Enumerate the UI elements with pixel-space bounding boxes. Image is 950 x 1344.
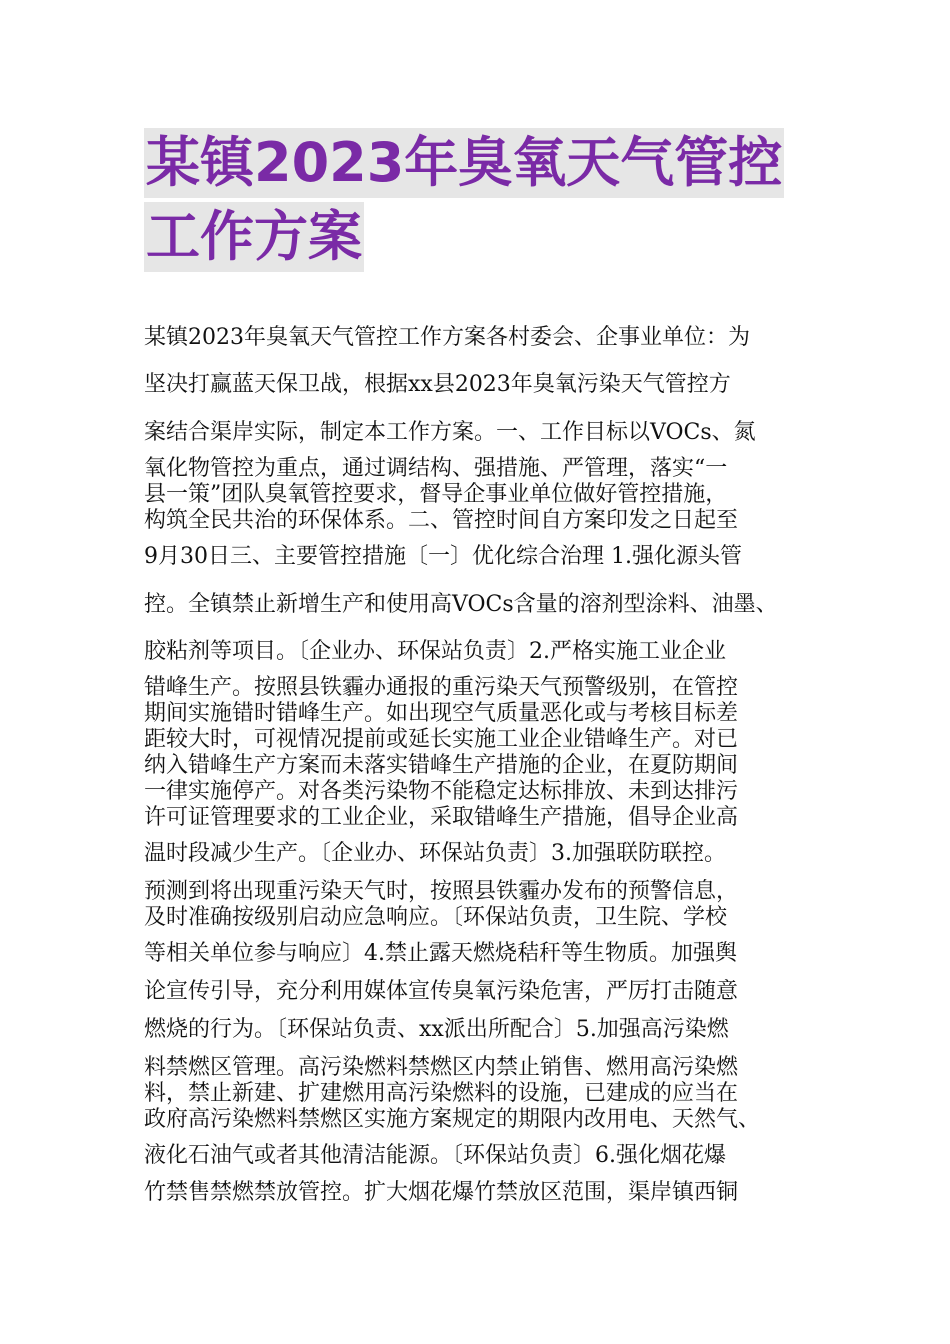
title-line-2: 工作方案 [144,202,364,272]
body-line: 坚决打赢蓝天保卫战，根据xx县2023年臭氧污染天气管控方 [144,372,731,397]
body-line: 一律实施停产。对各类污染物不能稳定达标排放、未到达排污 [144,779,739,804]
body-line: 县一策”团队臭氧管控要求，督导企事业单位做好管控措施， [144,482,728,507]
body-line: 纳入错峰生产方案而未落实错峰生产措施的企业，在夏防期间 [144,753,739,778]
body-line: 燃烧的行为。〔环保站负责、xx派出所配合〕5.加强高污染燃 [144,1017,729,1042]
body-line: 9月30日三、主要管控措施〔一〕优化综合治理 1.强化源头管 [144,544,742,569]
body-line: 控。全镇禁止新增生产和使用高VOCs含量的溶剂型涂料、油墨、 [144,592,778,617]
body-line: 某镇2023年臭氧天气管控工作方案各村委会、企事业单位：为 [144,325,750,350]
body-line: 料禁燃区管理。高污染燃料禁燃区内禁止销售、燃用高污染燃 [144,1055,739,1080]
body-line: 氧化物管控为重点，通过调结构、强措施、严管理，落实“一 [144,456,728,481]
body-line: 预测到将出现重污染天气时，按照县铁霾办发布的预警信息， [144,879,739,904]
body-line: 构筑全民共治的环保体系。二、管控时间自方案印发之日起至 [144,508,739,533]
body-line: 距较大时，可视情况提前或延长实施工业企业错峰生产。对已 [144,727,739,752]
title-line-1: 某镇2023年臭氧天气管控 [144,128,784,198]
body-line: 及时准确按级别启动应急响应。〔环保站负责，卫生院、学校 [144,905,728,930]
body-line: 竹禁售禁燃禁放管控。扩大烟花爆竹禁放区范围，渠岸镇西铜 [144,1180,739,1205]
body-line: 政府高污染燃料禁燃区实施方案规定的期限内改用电、天然气、 [144,1107,761,1132]
body-line: 期间实施错时错峰生产。如出现空气质量恶化或与考核目标差 [144,701,739,726]
document-body [144,325,819,1206]
body-line: 等相关单位参与响应〕4.禁止露天燃烧秸秆等生物质。加强舆 [144,941,737,966]
body-line: 许可证管理要求的工业企业，采取错峰生产措施，倡导企业高 [144,805,739,830]
body-line: 胶粘剂等项目。〔企业办、环保站负责〕2.严格实施工业企业 [144,639,726,664]
body-line: 料，禁止新建、扩建燃用高污染燃料的设施，已建成的应当在 [144,1081,739,1106]
body-line: 温时段减少生产。〔企业办、环保站负责〕3.加强联防联控。 [144,841,726,866]
body-line: 液化石油气或者其他清洁能源。〔环保站负责〕6.强化烟花爆 [144,1143,726,1168]
body-line: 案结合渠岸实际，制定本工作方案。一、工作目标以VOCs、氮 [144,420,756,445]
body-line: 论宣传引导，充分利用媒体宣传臭氧污染危害，严厉打击随意 [144,979,739,1004]
document-title [144,128,824,276]
body-line: 错峰生产。按照县铁霾办通报的重污染天气预警级别，在管控 [144,675,739,700]
